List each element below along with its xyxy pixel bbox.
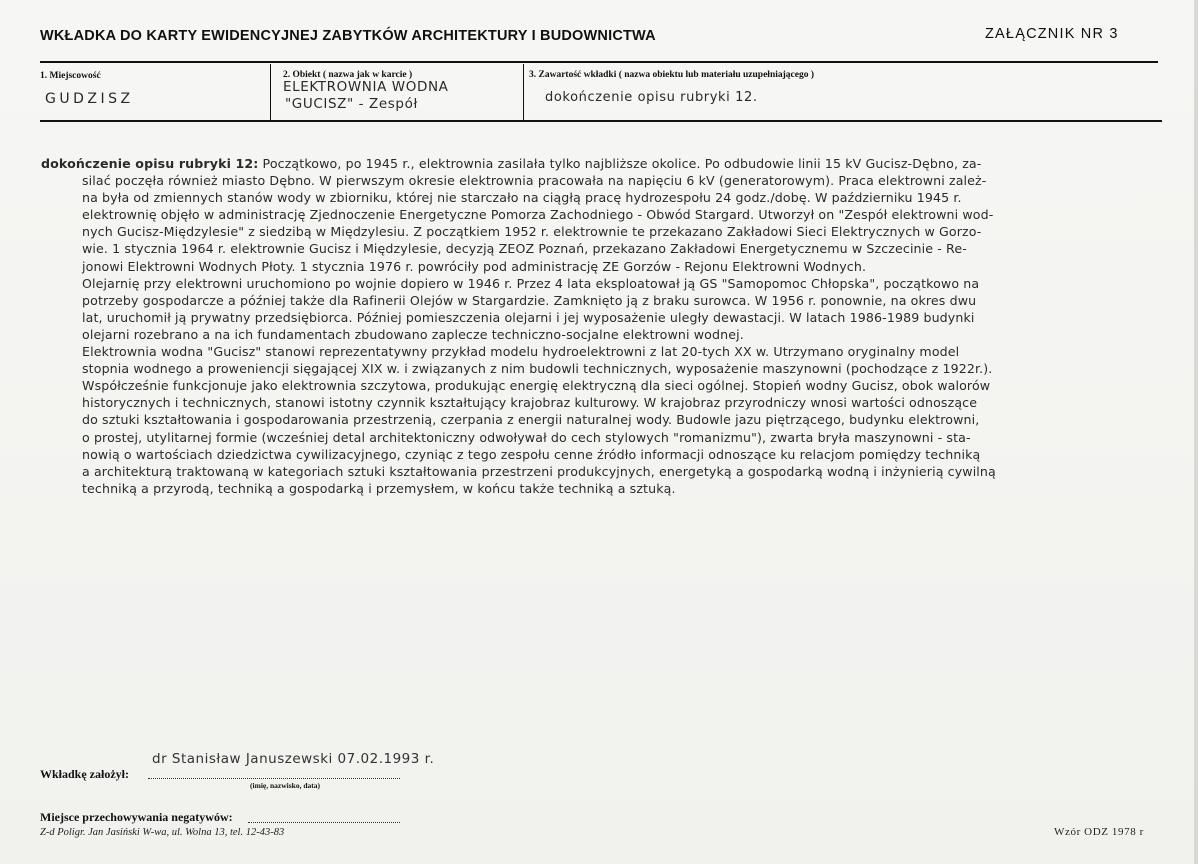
body-line: a architekturą traktowaną w kategoriach sztuki kształtowania przestrzeni produkcyjnych, energetyką a gospodarką wodną i inżynierią cywilną (82, 463, 996, 479)
body-line: wie. 1 stycznia 1964 r. elektrownie Gucisz i Międzylesie, decyzją ZEOZ Poznań, przekazano Zakładowi Energetycznemu w Szczecinie - Re- (82, 241, 967, 257)
form-pattern: Wzór ODZ 1978 r (1054, 826, 1144, 838)
body-line: elektrownię objęło w administrację Zjednoczenie Energetyczne Pomorza Zachodniego - Obwód Stargard. Utworzył on "Zespół elektrowni wod- (82, 207, 994, 223)
locality-label: 1. Miejscowość (40, 71, 101, 81)
negatives-dotted-line (248, 822, 400, 823)
printer-imprint: Z-d Poligr. Jan Jasiński W-wa, ul. Wolna 13, tel. 12-43-83 (40, 827, 285, 838)
negatives-label: Miejsce przechowywania negatywów: (40, 810, 233, 824)
author-dotted-line (148, 778, 400, 779)
object-label: 2. Obiekt ( nazwa jak w karcie ) (283, 70, 413, 80)
author-hint: (imię, nazwisko, data) (250, 781, 320, 790)
author-typed-signature: dr Stanisław Januszewski 07.02.1993 r. (152, 751, 435, 767)
description-body (41, 155, 1166, 497)
body-line: nowią o wartościach dziedzictwa cywilizacyjnego, czyniąc z tego zespołu cenne źródło informacji odnoszące ku relacjom pomiędzy techniką (82, 446, 981, 462)
field-divider-2 (523, 64, 524, 120)
body-line: potrzeby gospodarcze a później także dla Rafinerii Olejów w Stargardzie. Zamknięto ją z braku surowca. W 1956 r. ponownie, na okres dwu (82, 292, 977, 308)
body-line: Elektrownia wodna "Gucisz" stanowi reprezentatywny przykład modelu hydroelektrowni z lat 20-tych XX w. Utrzymano oryginalny model (82, 344, 960, 360)
author-label: Wkładkę założył: (40, 767, 129, 781)
body-line: do sztuki kształtowania i gospodarowania przestrzenią, czerpania z energii naturalnej wody. Budowle jazu piętrzącego, budynku elektrowni, (82, 412, 980, 428)
body-line: olejarni rozebrano a na ich fundamentach zbudowano zaplecze techniczno-socjalne elektrowni wodnej. (82, 326, 744, 342)
body-line: jonowi Elektrowni Wodnych Płoty. 1 stycznia 1976 r. powróciły pod administrację ZE Gorzów - Rejonu Elektrowni Wodnych. (82, 258, 867, 274)
body-line: stopnia wodnego a proweniencji sięgającej XIX w. i związanych z nim budowli technicznych, wyposażenie maszynowni (pochodzące z 1922r.). (82, 361, 993, 377)
body-line: historycznych i technicznych, stanowi istotny czynnik kształtujący krajobraz kulturowy. W krajobraz przyrodniczy wnosi wartości odnoszące (82, 395, 978, 411)
body-line: o prostej, utylitarnej formie (wcześniej detal architektoniczny odwoływał do cech stylowych "romanizmu"), zwarta bryła maszynowni - sta- (82, 429, 971, 445)
body-line: Współcześnie funkcjonuje jako elektrownia szczytowa, produkując energię elektryczną dla sieci ogólnej. Stopień wodny Gucisz, obok walorów (82, 378, 991, 394)
body-line: lat, uruchomił ją prywatny przedsiębiorca. Później pomieszczenia olejarni i jej wyposażenie uległy dewastacji. W latach 1986-1989 budynki (82, 309, 975, 325)
field-divider-1 (270, 64, 271, 120)
bottom-rule (40, 120, 1162, 122)
body-line: Olejarnię przy elektrowni uruchomiono po wojnie dopiero w 1946 r. Przez 4 lata eksploatował ją GS "Samopomoc Chłopska", początkowo na (82, 275, 980, 291)
annex-number: ZAŁĄCZNIK NR 3 (985, 26, 1119, 42)
body-line: silać poczęła również miasto Dębno. W pierwszym okresie elektrownia pracowała na napięciu 6 kV (generatorowym). Praca elektrowni zależ- (82, 173, 987, 189)
form-title: WKŁADKA DO KARTY EWIDENCYJNEJ ZABYTKÓW ARCHITEKTURY I BUDOWNICTWA (40, 28, 656, 44)
body-line: techniką a przyrodą, techniką a gospodarką i przemysłem, w końcu także techniką a sztuką. (82, 480, 676, 496)
content-value: dokończenie opisu rubryki 12. (545, 90, 758, 105)
body-heading: dokończenie opisu rubryki 12: (41, 156, 259, 171)
body-line: nych Gucisz-Międzylesie" z siedzibą w Międzylesiu. Z początkiem 1952 r. elektrownie te przekazano Zakładowi Sieci Elektrycznych w Gorzo- (82, 224, 982, 240)
body-line: dokończenie opisu rubryki 12: Początkowo, po 1945 r., elektrownia zasilała tylko najbliższe okolice. Po odbudowie linii 15 kV Gucisz-Dębno, za- (41, 156, 982, 171)
body-line: na była od zmiennych stanów wody w zbiorniku, której nie starczało na ciągłą pracę hydrozespołu 24 godz./dobę. W październiku 1945 r. (82, 190, 962, 206)
content-label: 3. Zawartość wkładki ( nazwa obiektu lub materiału uzupełniającego ) (529, 70, 815, 80)
locality-value: GUDZISZ (45, 91, 134, 107)
object-value-line2: "GUCISZ" - Zespół (285, 96, 418, 112)
object-value-line1: ELEKTROWNIA WODNA (283, 79, 449, 95)
top-rule (40, 61, 1158, 63)
